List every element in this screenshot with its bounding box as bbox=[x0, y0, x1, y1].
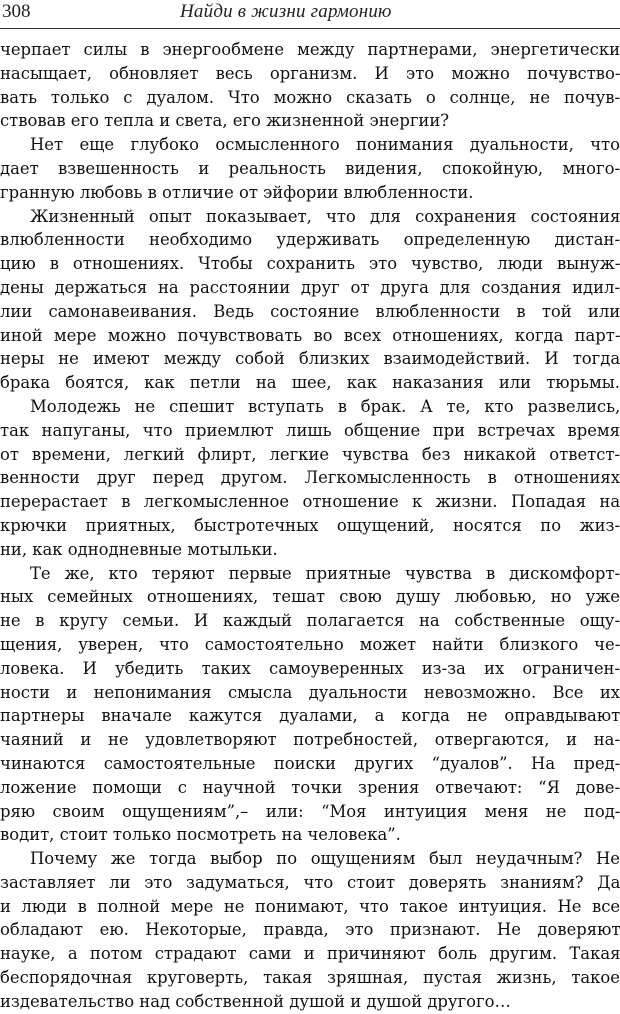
text-line: вать только с дуалом. Что можно сказать о солнце, не почув- bbox=[0, 87, 620, 107]
body-text bbox=[0, 38, 620, 1014]
text-line: чинаются самостоятельные поиски других “дуалов”. На пред- bbox=[0, 753, 620, 773]
text-line: перерастает в легкомысленное отношение к жизни. Попадая на bbox=[0, 492, 620, 512]
text-line: ловека. И убедить таких самоуверенных из-за их ограничен- bbox=[0, 658, 620, 678]
text-line: ложение помощи с научной точки зрения отвечают: “Я дове- bbox=[0, 777, 620, 797]
text-line: водит, стоит только посмотреть на человека”. bbox=[0, 825, 401, 845]
text-line: иной мере можно почувствовать во всех отношениях, когда парт- bbox=[0, 325, 620, 345]
page-number: 308 bbox=[2, 1, 31, 22]
header-rule bbox=[0, 28, 620, 29]
text-line: щения, уверен, что самостоятельно может найти близкого че- bbox=[0, 634, 620, 654]
text-line: так напуганы, что приемлют лишь общение при встречах время bbox=[0, 420, 620, 440]
page-header bbox=[0, 0, 620, 30]
text-line: неры не имеют между собой близких взаимодействий. И тогда bbox=[0, 349, 620, 369]
text-line: брака боятся, как петли на шее, как наказания или тюрьмы. bbox=[0, 373, 620, 393]
text-line: Молодежь не спешит вступать в брак. А те, кто развелись, bbox=[30, 396, 620, 416]
text-line: издевательство над собственной душой и душой другого… bbox=[0, 991, 511, 1011]
running-title: Найди в жизни гармонию bbox=[180, 1, 392, 22]
text-line: влюбленности необходимо удерживать определенную дистан- bbox=[0, 230, 620, 250]
text-line: не в кругу семьи. И каждый полагается на собственные ощу- bbox=[0, 611, 620, 631]
text-line: венности друг перед другом. Легкомысленность в отношениях bbox=[0, 468, 620, 488]
text-line: дает взвешенность и реальность видения, спокойную, много- bbox=[0, 158, 620, 178]
text-line: Почему же тогда выбор по ощущениям был неудачным? Не bbox=[30, 849, 620, 869]
text-line: лии самонавеивания. Ведь состояние влюбленности в той или bbox=[0, 301, 620, 321]
text-line: ни, как однодневные мотыльки. bbox=[0, 539, 278, 559]
text-line: партнеры вначале кажутся дуалами, а когда не оправдывают bbox=[0, 706, 620, 726]
text-line: ности и непонимания смысла дуальности невозможно. Все их bbox=[0, 682, 620, 702]
text-line: чаяний и не удовлетворяют потребностей, отвергаются, и на- bbox=[0, 730, 620, 750]
text-line: ных семейных отношениях, тешат свою душу любовью, но уже bbox=[0, 587, 620, 607]
text-line: Жизненный опыт показывает, что для сохранения состояния bbox=[30, 206, 620, 226]
text-line: черпает силы в энергообмене между партнерами, энергетически bbox=[0, 40, 620, 59]
text-line: дены держаться на расстоянии друг от друга для создания идил- bbox=[0, 277, 620, 297]
text-line: цию в отношениях. Чтобы сохранить это чувство, люди вынуж- bbox=[0, 254, 620, 274]
text-line: Те же, кто теряют первые приятные чувства в дискомфорт- bbox=[30, 563, 620, 583]
text-line: гранную любовь в отличие от эйфории влюбленности. bbox=[0, 182, 474, 202]
text-line: и люди в полной мере не понимают, что такое интуиция. Не все bbox=[0, 896, 620, 916]
text-line: заставляет ли это задуматься, что стоит доверять знаниям? Да bbox=[0, 872, 620, 892]
text-line: от времени, легкий флирт, легкие чувства без никакой ответст- bbox=[0, 444, 620, 464]
text-line: Нет еще глубоко осмысленного понимания дуальности, что bbox=[30, 135, 620, 155]
text-line: насыщает, обновляет весь организм. И это можно почувство- bbox=[0, 63, 620, 83]
text-line: беспорядочная круговерть, такая зряшная, пустая жизнь, такое bbox=[0, 968, 620, 988]
text-line: ряю своим ощущениям”,– или: “Моя интуиция меня не под- bbox=[0, 801, 620, 821]
text-line: ствовав его тепла и света, его жизненной энергии? bbox=[0, 111, 450, 131]
text-line: крючки приятных, быстротечных ощущений, носятся по жиз- bbox=[0, 515, 620, 535]
text-line: науке, а потом страдают сами и причиняют боль другим. Такая bbox=[0, 944, 620, 964]
text-line: обладают ею. Некоторые, правда, это признают. Не доверяют bbox=[0, 920, 620, 940]
